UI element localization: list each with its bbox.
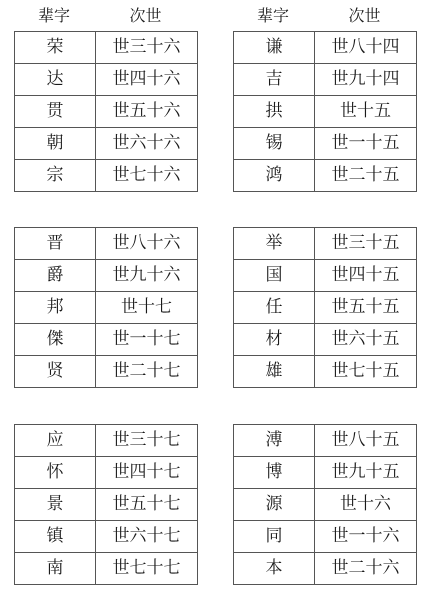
header-left	[14, 4, 197, 28]
table-row	[234, 356, 417, 388]
generation-character: 举	[234, 228, 315, 260]
generation-character: 南	[15, 553, 96, 585]
table-row	[234, 128, 417, 160]
generation-order: 世六十五	[315, 324, 417, 356]
table-row	[234, 160, 417, 192]
generation-character: 博	[234, 457, 315, 489]
generation-order: 世三十六	[96, 32, 198, 64]
table-row	[15, 553, 198, 585]
table-row	[234, 96, 417, 128]
generation-character: 宗	[15, 160, 96, 192]
table-row	[234, 228, 417, 260]
table-row	[15, 425, 198, 457]
table-row	[234, 521, 417, 553]
generation-order: 世八十五	[315, 425, 417, 457]
header-generation-character: 辈字	[37, 6, 70, 25]
generation-character: 达	[15, 64, 96, 96]
table-row	[234, 489, 417, 521]
generation-order: 世三十七	[96, 425, 198, 457]
table-row	[234, 292, 417, 324]
generation-character: 材	[234, 324, 315, 356]
generation-table-5	[14, 424, 198, 585]
generation-order: 世八十四	[315, 32, 417, 64]
generation-order: 世五十六	[96, 96, 198, 128]
generation-order: 世一十七	[96, 324, 198, 356]
generation-character: 景	[15, 489, 96, 521]
table-row	[15, 228, 198, 260]
generation-character: 应	[15, 425, 96, 457]
table-row	[15, 292, 198, 324]
generation-table-2	[233, 31, 417, 192]
header-right	[233, 4, 416, 28]
generation-order: 世二十五	[315, 160, 417, 192]
generation-table-6	[233, 424, 417, 585]
generation-character: 谦	[234, 32, 315, 64]
generation-character: 贯	[15, 96, 96, 128]
generation-table-3	[14, 227, 198, 388]
generation-order: 世四十五	[315, 260, 417, 292]
generation-order: 世一十五	[315, 128, 417, 160]
table-row	[234, 64, 417, 96]
header-generation-character: 辈字	[256, 6, 289, 25]
table-row	[234, 32, 417, 64]
table-row	[15, 96, 198, 128]
header-generation-order: 次世	[129, 6, 162, 25]
generation-order: 世一十六	[315, 521, 417, 553]
table-row	[234, 260, 417, 292]
table-row	[15, 32, 198, 64]
generation-character: 晋	[15, 228, 96, 260]
generation-character: 同	[234, 521, 315, 553]
table-row	[15, 160, 198, 192]
generation-character: 爵	[15, 260, 96, 292]
table-row	[15, 356, 198, 388]
generation-order: 世七十六	[96, 160, 198, 192]
generation-character: 傑	[15, 324, 96, 356]
generation-character: 朝	[15, 128, 96, 160]
generation-character: 源	[234, 489, 315, 521]
table-row	[15, 324, 198, 356]
table-row	[15, 260, 198, 292]
generation-character: 锡	[234, 128, 315, 160]
generation-table-1	[14, 31, 198, 192]
generation-character: 国	[234, 260, 315, 292]
generation-order: 世五十五	[315, 292, 417, 324]
generation-order: 世八十六	[96, 228, 198, 260]
generation-character: 贤	[15, 356, 96, 388]
table-row	[234, 457, 417, 489]
generation-order: 世六十六	[96, 128, 198, 160]
generation-order: 世九十六	[96, 260, 198, 292]
generation-order: 世十五	[315, 96, 417, 128]
generation-order: 世九十五	[315, 457, 417, 489]
generation-order: 世七十七	[96, 553, 198, 585]
generation-order: 世十七	[96, 292, 198, 324]
table-row	[15, 521, 198, 553]
generation-order: 世五十七	[96, 489, 198, 521]
table-row	[234, 324, 417, 356]
generation-order: 世二十六	[315, 553, 417, 585]
generation-character: 鸿	[234, 160, 315, 192]
generation-character: 镇	[15, 521, 96, 553]
generation-character: 溥	[234, 425, 315, 457]
generation-order: 世二十七	[96, 356, 198, 388]
generation-character: 怀	[15, 457, 96, 489]
generation-order: 世四十七	[96, 457, 198, 489]
generation-order: 世十六	[315, 489, 417, 521]
generation-order: 世三十五	[315, 228, 417, 260]
generation-character: 吉	[234, 64, 315, 96]
generation-table-4	[233, 227, 417, 388]
generation-character: 本	[234, 553, 315, 585]
generation-character: 荣	[15, 32, 96, 64]
table-row	[15, 64, 198, 96]
table-row	[15, 128, 198, 160]
table-row	[15, 457, 198, 489]
table-row	[15, 489, 198, 521]
header-generation-order: 次世	[348, 6, 381, 25]
generation-order: 世四十六	[96, 64, 198, 96]
generation-character: 任	[234, 292, 315, 324]
generation-order: 世六十七	[96, 521, 198, 553]
table-row	[234, 425, 417, 457]
generation-character: 邦	[15, 292, 96, 324]
generation-character: 雄	[234, 356, 315, 388]
generation-character: 拱	[234, 96, 315, 128]
generation-order: 世九十四	[315, 64, 417, 96]
table-row	[234, 553, 417, 585]
generation-order: 世七十五	[315, 356, 417, 388]
